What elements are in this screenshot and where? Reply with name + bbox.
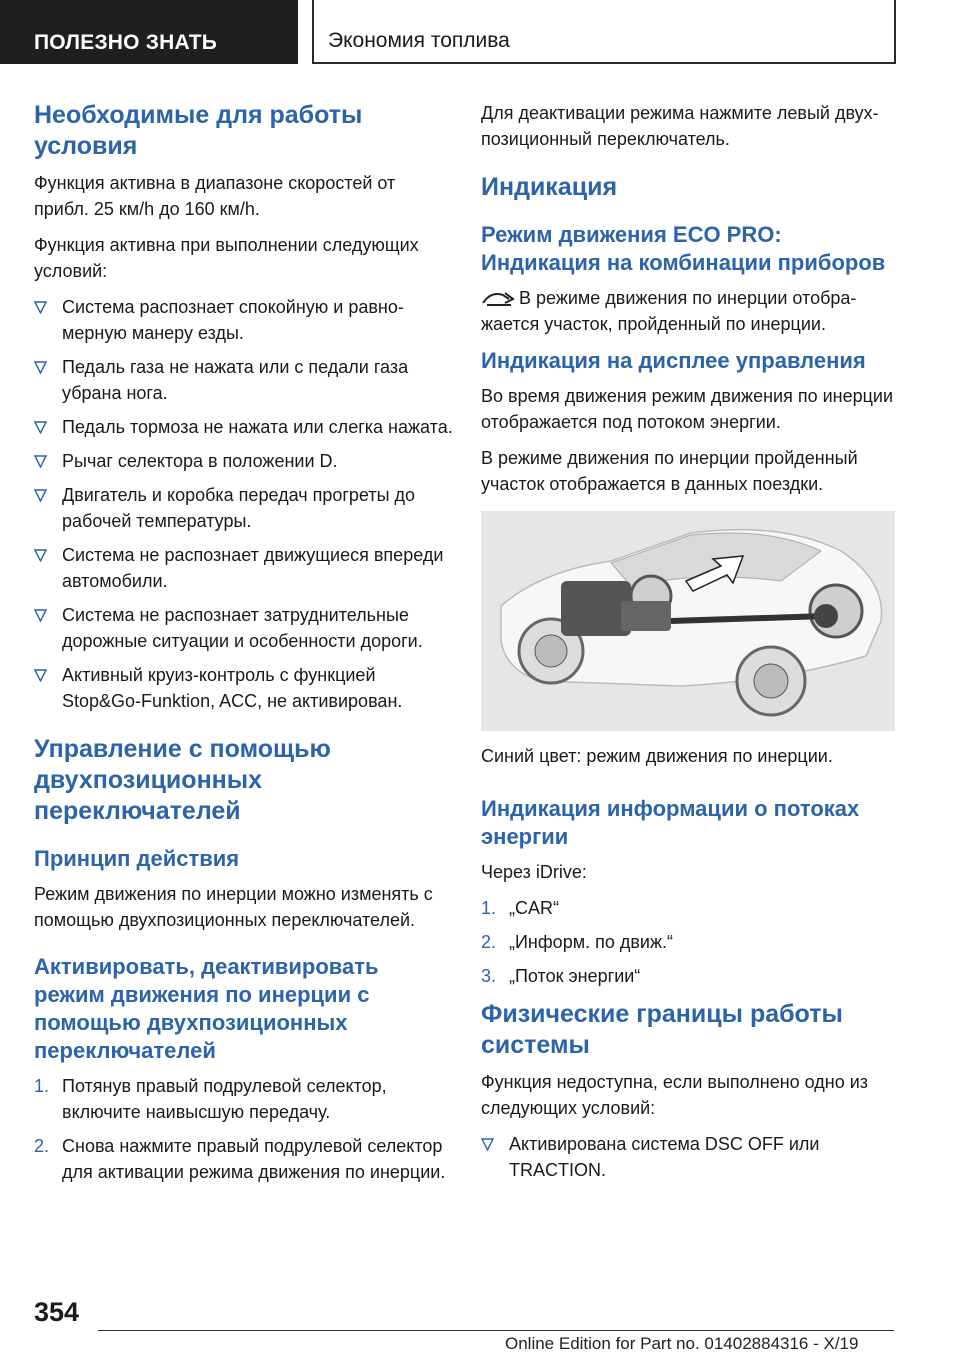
limits-list (481, 1131, 899, 1183)
section-tab: ПОЛЕЗНО ЗНАТЬ (0, 0, 298, 64)
figure-caption: Синий цвет: режим движения по инерции. (481, 746, 833, 766)
step-number: 1. (34, 1076, 50, 1096)
list-item-text: Система не распознает движущиеся впереди автомобили. (62, 545, 444, 591)
list-item-text: Двигатель и коробка передач прогреты до рабочей температуры. (62, 485, 416, 531)
triangle-bullet-icon (34, 421, 47, 434)
list-item (481, 929, 899, 955)
list-item (34, 354, 454, 406)
heading-eco-pro: Режим движения ECO PRO: Индикация на комбинации приборов (481, 222, 886, 275)
list-item-text: Активный круиз-контроль с функцией Stop&Go-Funktion, ACC, не активирован. (62, 665, 403, 711)
list-item (34, 1073, 454, 1125)
step-text: „Информ. по движ.“ (509, 932, 673, 952)
page-header (0, 0, 960, 66)
list-item (481, 1131, 899, 1183)
list-item (481, 895, 899, 921)
left-column (34, 100, 454, 1195)
activation-steps (34, 1073, 454, 1185)
heading-cid: Индикация на дисплее управления (481, 348, 866, 373)
edition-note: Online Edition for Part no. 01402884316 - X/19 (505, 1334, 859, 1353)
list-item-text: Система не распознает затруднительные дорожные ситуации и особенности дороги. (62, 605, 423, 651)
idrive-menu-steps (481, 895, 899, 989)
paragraph-idrive: Через iDrive: (481, 862, 587, 882)
list-item-text: Активирована система DSC OFF или TRACTION. (509, 1134, 820, 1180)
triangle-bullet-icon (34, 301, 47, 314)
triangle-bullet-icon (34, 361, 47, 374)
paragraph-speed: Функция активна в диапазоне скоростей от прибл. 25 км/h до 160 км/h. (34, 173, 396, 219)
list-item (34, 1133, 454, 1185)
page-number: 354 (34, 1297, 80, 1327)
step-text: „Поток энергии“ (509, 966, 641, 986)
car-drivetrain-illustration (481, 511, 895, 731)
list-item-text: Рычаг селектора в положении D. (62, 451, 338, 471)
list-item-text: Система распознает спокойную и равномерную манеру езды. (62, 297, 404, 343)
coasting-icon (481, 289, 515, 307)
paragraph-deactivate: Для деактивации режима нажмите левый двухпозиционный переключатель. (481, 103, 879, 149)
step-number: 1. (481, 898, 497, 918)
heading-display: Индикация (481, 173, 618, 201)
paragraph-cid-2: В режиме движения по инерции пройденный участок отображается в данных поездки. (481, 448, 858, 494)
triangle-bullet-icon (34, 549, 47, 562)
paragraph-conditions: Функция активна при выполнении следующих условий: (34, 235, 419, 281)
paragraph-eco-pro (481, 285, 899, 337)
step-number: 3. (481, 966, 497, 986)
list-item (34, 602, 454, 654)
heading-activate: Активировать, деактивировать режим движения по инерции с помощью двухпозиционных переключателей (34, 954, 379, 1063)
paragraph-principle: Режим движения по инерции можно изменять с помощью двухпозиционных переключателей. (34, 884, 433, 930)
list-item (34, 542, 454, 594)
list-item-text: Педаль тормоза не нажата или слегка нажата. (62, 417, 453, 437)
triangle-bullet-icon (34, 489, 47, 502)
right-column (481, 100, 899, 1193)
heading-energy-flow: Индикация информации о потоках энергии (481, 796, 860, 849)
conditions-list (34, 294, 454, 714)
list-item (481, 963, 899, 989)
list-item (34, 294, 454, 346)
step-text: Потянув правый подрулевой селектор, включите наивысшую передачу. (62, 1076, 387, 1122)
heading-principle: Принцип действия (34, 846, 240, 871)
heading-conditions: Необходимые для работы условия (34, 101, 363, 160)
step-number: 2. (481, 932, 497, 952)
step-text: Снова нажмите правый подрулевой селектор для активации режима движения по инерции. (62, 1136, 446, 1182)
paragraph-cid-1: Во время движения режим движения по инерции отображается под потоком энергии. (481, 386, 894, 432)
heading-control: Управление с помощью двухпозиционных переключателей (34, 735, 331, 825)
paragraph-limits: Функция недоступна, если выполнено одно из следующих условий: (481, 1072, 869, 1118)
triangle-bullet-icon (34, 609, 47, 622)
paragraph-eco-pro-text: В режиме движения по инерции отображается участок, пройденный по инерции. (481, 288, 857, 334)
car-illustration-svg (481, 511, 895, 731)
list-item (34, 414, 454, 440)
triangle-bullet-icon (34, 669, 47, 682)
heading-limits: Физические границы работы системы (481, 1000, 843, 1059)
list-item (34, 482, 454, 534)
list-item-text: Педаль газа не нажата или с педали газа убрана нога. (62, 357, 409, 403)
triangle-bullet-icon (34, 455, 47, 468)
step-number: 2. (34, 1136, 50, 1156)
chapter-tab: Экономия топлива (312, 0, 896, 64)
footer-divider (98, 1330, 894, 1331)
step-text: „CAR“ (509, 898, 559, 918)
list-item (34, 662, 454, 714)
triangle-bullet-icon (481, 1138, 494, 1151)
list-item (34, 448, 454, 474)
